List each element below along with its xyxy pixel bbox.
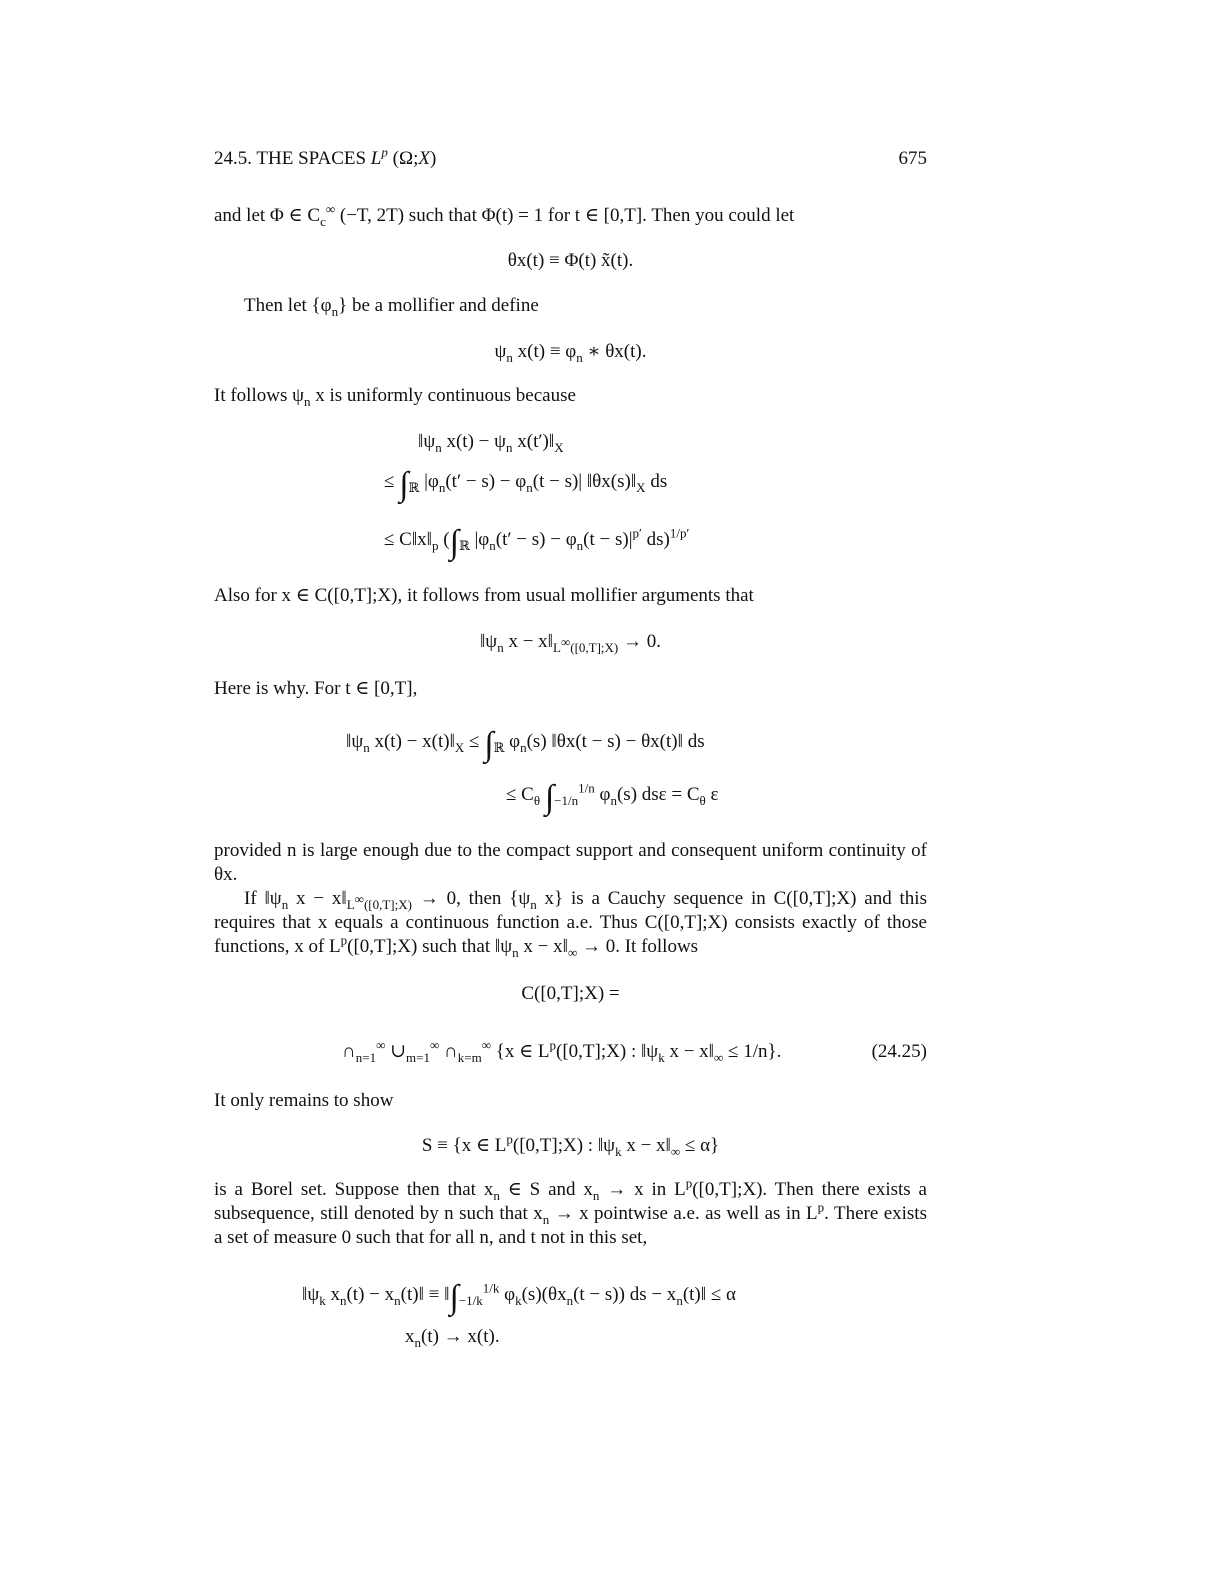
paragraph-7: If $‖\psi_n$ $x - x‖_{L^\infty([0,T];X)} \to 0$, then {$\psi_n$ x} is a Cauchy sequence in C([0,T];X) and this requires that x equals a continuous function a.e. Thus C([0,T];X) consists exactly of those functions, x of $L^p([0,T];X)$ such that $‖\psi_n$ $x - x‖_\infty \to 0$. It follows [214,888,927,960]
equation-psi-def: $\psi_n$ $x(t) \equiv \varphi_n$ ∗ θx(t). [494,341,647,365]
equation-uniform-continuity-line-3: ≤ $C‖x‖_p$ ($\int_ℝ$ $|\varphi_n(t' - s) - \varphi_n(t - s)|^{p'}$ ds)$^{1/p'}$ [384,524,690,561]
equation-theta-def: θx(t) ≡ Φ(t) x̃(t). [507,250,634,271]
paragraph-1: and let Φ ∈ $C_c^\infty$ (−T, 2T) such that Φ(t) = 1 for t ∈ [0,T]. Then you could let [214,201,795,229]
paragraph-9: is a Borel set. Suppose then that $x_n$ ∈ S and $x_n \to x$ in $L^p([0,T];X)$. Then there exists a subsequence, still denoted by n such that $x_n \to x$ pointwise a.e. as well as in $L^p$. There exists a set of measure 0 such that for all n, and t not in this set, [214,1175,927,1248]
equation-uniform-continuity-line-2: ≤ $\int_ℝ$ $|\varphi_n(t' - s) - \varphi_n(t - s)|$ $‖\theta x(s)‖_X$ ds [384,466,668,503]
equation-estimate-line-1: $‖\psi_n$ $x(t) - x(t)‖_X \le \int_ℝ$ $\varphi_n(s)$ ‖θx(t − s) − θx(t)‖ ds [346,726,705,763]
paragraph-2: Then let $\{\varphi_n\}$ be a mollifier and define [244,295,539,319]
equation-sup-norm-convergence: $‖\psi_n$ $x - x‖_{L^\infty([0,T];X)} \to 0$. [479,631,662,655]
paragraph-6: provided n is large enough due to the compact support and consequent uniform continuity of θx. [214,840,927,885]
page-number: 675 [898,148,927,169]
equation-set-S: S ≡ {x ∈ $L^p([0,T];X)$ : $‖\psi_k$ $x - x‖_\infty \le \alpha$} [421,1131,720,1159]
equation-estimate-line-2: ≤ $C_\theta$ $\int_{-1/n}^{1/n}$ $\varphi_n(s) ds\varepsilon = C_\theta$ ε [506,779,719,816]
equation-pointwise-line-1: $‖\psi_k$ $x_n(t)$ − $x_n(t)‖$ ≡ $‖\int_{-1/k}^{1/k}$ $\varphi_k(s)(\theta x_n(t - s))$ ds − $x_n(t)‖ \le \alpha$ [302,1279,736,1316]
paragraph-4: Also for x ∈ C([0,T];X), it follows from usual mollifier arguments that [214,585,754,606]
paragraph-3: It follows $\psi_n$ x is uniformly continuous because [214,385,576,409]
running-header: 24.5. THE SPACES $L^p$ (Ω;X) [214,144,437,169]
equation-characterization-line-2: $\cap_{n=1}^\infty$ $\cup_{m=1}^\infty$ $\cap_{k=m}^\infty$ {x ∈ $L^p([0,T];X)$ : $‖\psi_k$ $x - x‖_\infty \le 1/n$}. [342,1037,782,1065]
equation-pointwise-line-2: $x_n(t) \to x(t)$. [405,1326,500,1350]
equation-number: (24.25) [871,1041,927,1062]
paragraph-8: It only remains to show [214,1090,394,1111]
paragraph-5: Here is why. For t ∈ [0,T], [214,678,418,699]
equation-characterization-line-1: C([0,T];X) = [521,983,620,1004]
equation-uniform-continuity-line-1: $‖\psi_n$ $x(t) - \psi_n$ $x(t')‖_X$ [418,431,564,455]
